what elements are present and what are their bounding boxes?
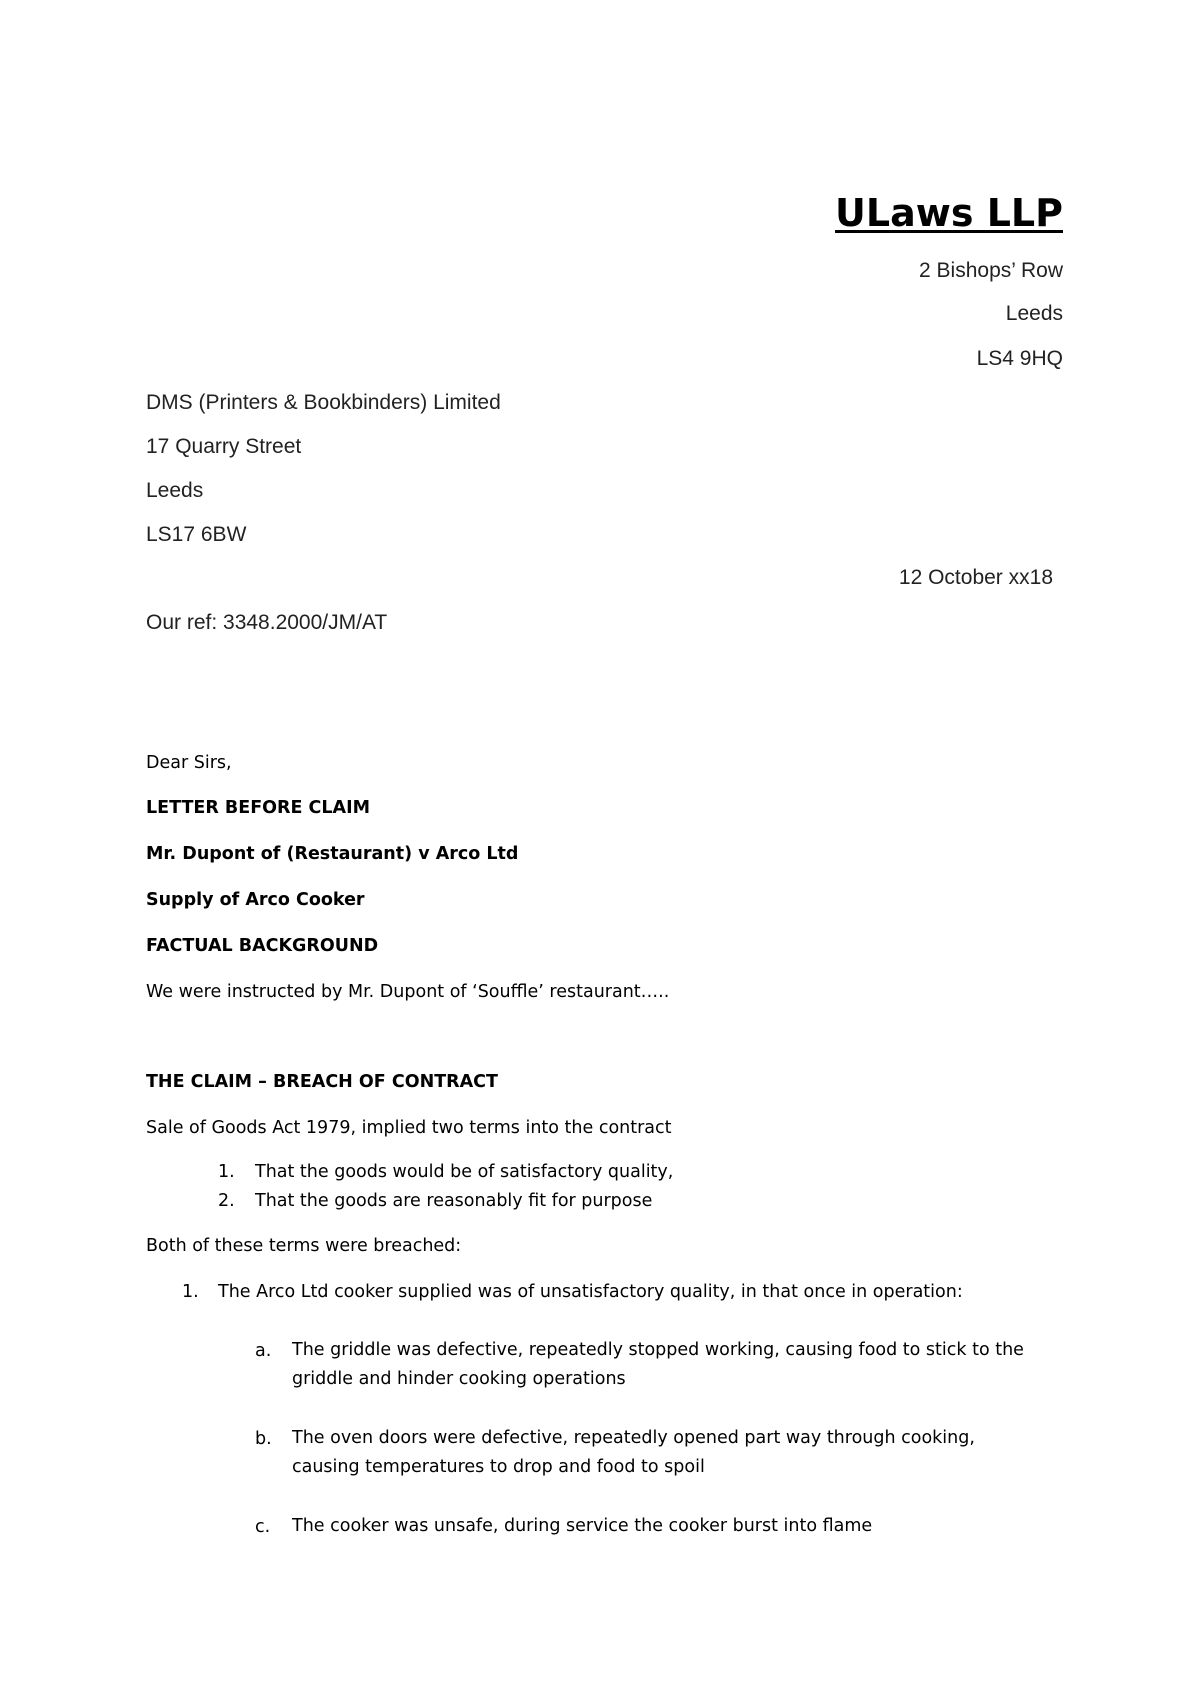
- recipient-city: Leeds: [146, 479, 204, 502]
- implied-term-marker: 2.: [218, 1191, 235, 1211]
- recipient-postcode: LS17 6BW: [146, 523, 247, 546]
- firm-address-postcode: LS4 9HQ: [976, 347, 1063, 370]
- implied-term-marker: 1.: [218, 1162, 235, 1182]
- firm-address-line1: 2 Bishops’ Row: [919, 259, 1063, 282]
- breach-marker: 1.: [182, 1282, 199, 1302]
- recipient-street: 17 Quarry Street: [146, 435, 302, 458]
- defect-marker: a.: [255, 1341, 272, 1361]
- our-reference: Our ref: 3348.2000/JM/AT: [146, 611, 388, 634]
- salutation: Dear Sirs,: [146, 753, 232, 773]
- defect-marker: c.: [255, 1517, 271, 1537]
- implied-term-text: That the goods would be of satisfactory quality,: [255, 1162, 674, 1182]
- defect-marker: b.: [255, 1429, 272, 1449]
- claim-intro: Sale of Goods Act 1979, implied two terms into the contract: [146, 1118, 672, 1138]
- defect-text: The cooker was unsafe, during service the cooker burst into flame: [292, 1516, 873, 1536]
- defect-text: The oven doors were defective, repeatedly opened part way through cooking, causing temperatures to drop and food to spoil: [292, 1428, 975, 1477]
- implied-term-text: That the goods are reasonably fit for purpose: [255, 1191, 653, 1211]
- heading-subject: Supply of Arco Cooker: [146, 890, 365, 910]
- heading-claim: THE CLAIM – BREACH OF CONTRACT: [146, 1072, 498, 1092]
- heading-case-title: Mr. Dupont of (Restaurant) v Arco Ltd: [146, 844, 519, 864]
- firm-address-city: Leeds: [1005, 302, 1063, 325]
- breach-intro: Both of these terms were breached:: [146, 1236, 462, 1256]
- recipient-name: DMS (Printers & Bookbinders) Limited: [146, 391, 501, 414]
- background-paragraph: We were instructed by Mr. Dupont of ‘Souffle’ restaurant…..: [146, 982, 670, 1002]
- heading-letter-before-claim: LETTER BEFORE CLAIM: [146, 798, 371, 818]
- breach-text: The Arco Ltd cooker supplied was of unsatisfactory quality, in that once in operation:: [218, 1282, 963, 1302]
- defect-text: The griddle was defective, repeatedly stopped working, causing food to stick to the griddle and hinder cooking operations: [292, 1340, 1024, 1389]
- firm-name: ULaws LLP: [835, 191, 1063, 235]
- letter-date: 12 October xx18: [898, 566, 1053, 589]
- heading-factual-background: FACTUAL BACKGROUND: [146, 936, 379, 956]
